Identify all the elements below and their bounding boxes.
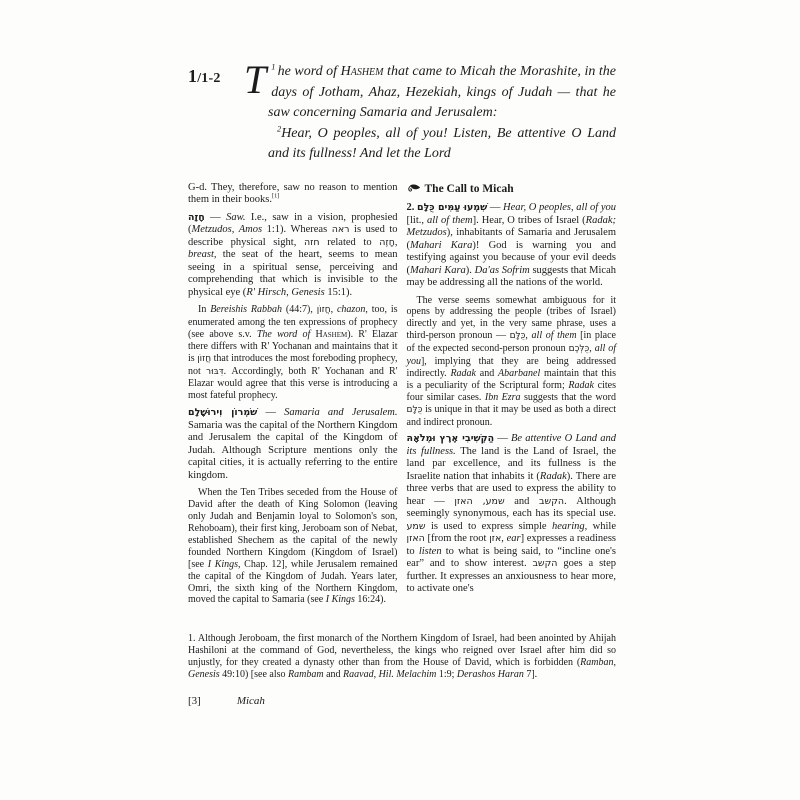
commentary-right-column — [407, 182, 617, 620]
commentary-paragraph: שֹׁמְרוֹן וִירוּשָׁלָם — Samaria and Jerusalem. Samaria was the capital of the Northern Kingdom and Jerusalem the capital of the Kingdom of Judah. Although Scripture mentions only the capital cities, it is actually referring to the entire kingdom. — [188, 407, 398, 481]
verse-2-text: $^2$Hear, O peoples, all of you! Listen, Be attentive O Land and its fullness! And let the Lord — [268, 123, 616, 161]
commentary-paragraph: הַקְשִׁיבִי אֶרֶץ וּמְלֹאָהּ — Be attentive O Land and its fullness. The land is the Land of Israel, the land par excellence, and its fullness is the Israelite nation that inhabits it (Radak). There are three verbs that are used to express the ability to hear — שמע, האזן and הקשב. Although seemingly synonymous, each has its special use. שמע is used to express simple hearing, while האזן [from the root אזן, ear] expresses a readiness to listen to what is being said, to “incline one's ear” and to show interest. הקשב goes a step further. It expresses an anxiousness to hear more, to activate one's — [406, 433, 616, 595]
page-number: [3] — [188, 694, 201, 707]
commentary-paragraph: G-d. They, therefore, saw no reason to mention them in their books.[1] — [188, 181, 398, 205]
commentary-paragraph: חָזָה — Saw. I.e., saw in a vision, prophesied (Metzudos, Amos 1:1). Whereas ראה is used to describe physical sight, חזה related to חָזֶה, breast, the seat of the heart, seems to mean seeing in a spiritual sense, perceiving and comprehending that which is invisible to the physical eye (R' Hirsch, Genesis 15:1). — [188, 211, 398, 298]
chapter-verse-ref: 1/1-2 — [188, 66, 221, 86]
section-heading-title: The Call to Micah — [424, 183, 514, 195]
footnote-text: 1. Although Jeroboam, the first monarch of the Northern Kingdom of Israel, had been anointed by Ahijah Hashiloni at the command of God, nevertheless, the kings who reigned over Israel after him did so unjustly, for they created a dynasty other than from the House of David, which is forbidden (Ramban, Genesis 49:10) [see also Rambam and Raavad, Hil. Melachim 1:9; Derashos Haran 7]. — [188, 632, 616, 681]
scripture-translation — [244, 57, 617, 165]
commentary-paragraph: When the Ten Tribes seceded from the House of David after the death of King Solomon (leaving only Judah and Benjamin loyal to Solomon's son, Rehoboam), their first king, Jeroboam son of Nebat, established Shechem as the capital of the newly founded Northern Kingdom (Kingdom of Israel) [see I Kings, Chap. 12], while Jerusalem remained the capital of the Kingdom of Judah. Years later, Omri, the sixth king of the Northern Kingdom, moved the capital to Samaria (see I Kings 16:24). — [188, 487, 398, 606]
commentary-paragraph: The verse seems somewhat ambiguous for it opens by addressing the people (tribes of Israel) directly and yet, in the very same phrase, uses a third-person pronoun — כֻּלָּם, all of them [in place of the expected second-person pronoun כֻּלְּכֶם, all of you], implying that they are being addressed indirectly. Radak and Abarbanel maintain that this is a peculiarity of the Scriptural form; Radak cites four similar cases. Ibn Ezra suggests that the word כֻּלָּם is unique in that it may be used as both a direct and indirect pronoun. — [406, 294, 617, 428]
commentary-paragraph: In Bereishis Rabbah (44:7), חֲזוֹן, chazon, too, is enumerated among the ten expressions of prophecy (see above s.v. The word of Hashem). R' Elazar there differs with R' Yochanan and maintains that it is חֲזוֹן that introduces the most foreboding prophecy, not דִּבּוּר. Accordingly, both R' Yochanan and R' Elazar would agree that this verse is introducing a most fateful prophecy. — [188, 304, 398, 402]
scripture-header — [188, 57, 617, 165]
verse-1-text: $^1$ T he word of Hashem that came to Micah the Morashite, in the days of Jotham, Ahaz, Hezekiah, kings of Judah — that he saw concerning Samaria and Jerusalem: — [244, 57, 617, 120]
section-heading — [407, 183, 617, 197]
page-footer — [188, 695, 616, 707]
commentary-paragraph: 2. שִׁמְעוּ עַמִּים כֻּלָּם — Hear, O peoples, all of you [lit., all of them]. Hear, O tribes of Israel (Radak; Metzudos), inhabitants of Samaria and Jerusalem (Mahari Kara)! God is warning you and testifying against you because of your evil deeds (Mahari Kara). Da'as Sofrim suggests that Micah may be addressing all the nations of the world. — [406, 202, 617, 288]
leaf-ornament-icon — [407, 183, 421, 197]
commentary-left-column — [188, 182, 398, 620]
commentary-columns — [188, 182, 616, 620]
book-title: Micah — [236, 694, 265, 707]
